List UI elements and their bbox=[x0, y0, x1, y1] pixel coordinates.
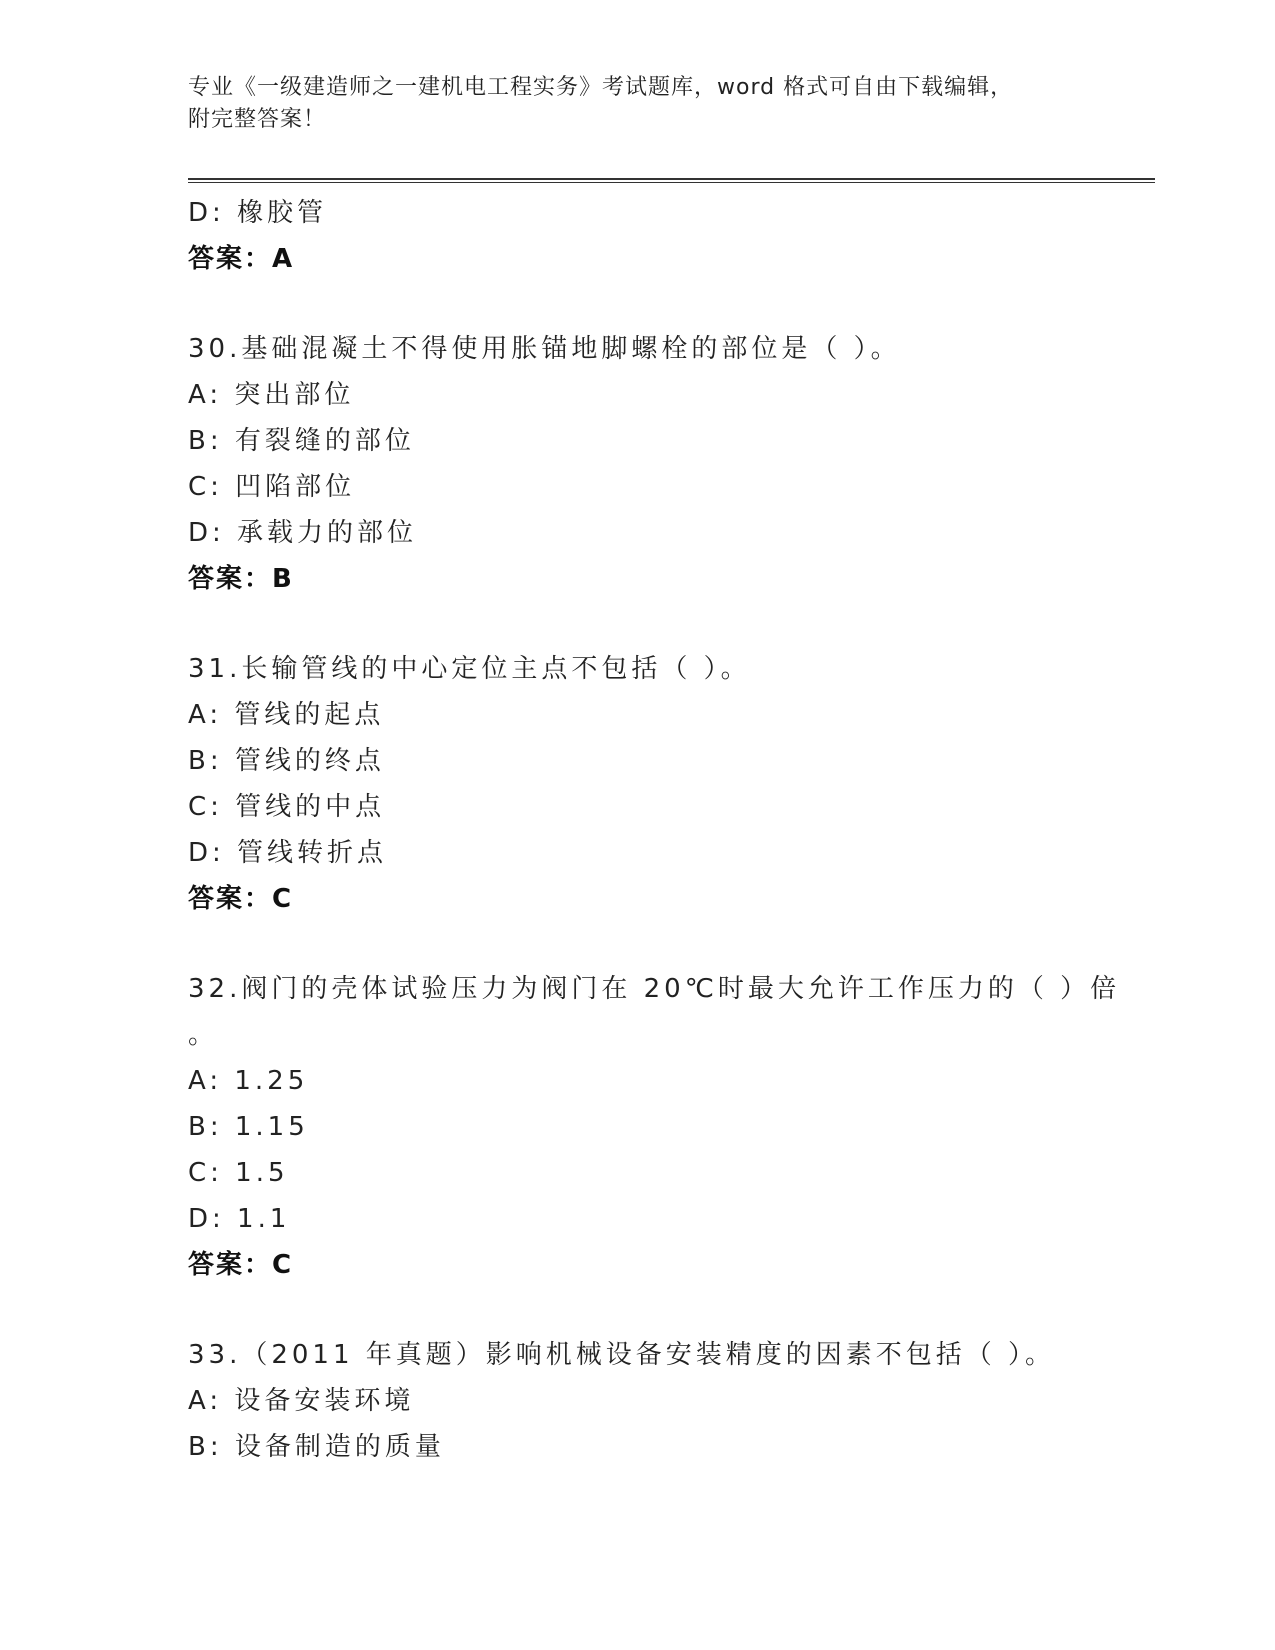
option-b: B: 设备制造的质量 bbox=[188, 1432, 445, 1462]
question-30 bbox=[188, 326, 1088, 602]
option-d: D: 1.1 bbox=[188, 1204, 291, 1234]
option-b: B: 有裂缝的部位 bbox=[188, 426, 415, 456]
prev-option-d: D: 橡胶管 bbox=[188, 198, 328, 228]
option-c: C: 凹陷部位 bbox=[188, 472, 356, 502]
prev-answer: 答案：A bbox=[188, 244, 295, 274]
option-b: B: 管线的终点 bbox=[188, 746, 385, 776]
document-header bbox=[188, 72, 1088, 136]
answer: 答案：B bbox=[188, 564, 294, 594]
spacer bbox=[188, 602, 1088, 646]
question-stem: 33.（2011 年真题）影响机械设备安装精度的因素不包括（ ）。 bbox=[188, 1340, 1056, 1370]
header-line-2: 附完整答案！ bbox=[188, 107, 327, 132]
question-31 bbox=[188, 646, 1088, 922]
option-d: D: 管线转折点 bbox=[188, 838, 388, 868]
spacer bbox=[188, 922, 1088, 966]
answer: 答案：C bbox=[188, 884, 294, 914]
header-rule-thin bbox=[188, 182, 1155, 183]
answer: 答案：C bbox=[188, 1250, 294, 1280]
question-33 bbox=[188, 1332, 1088, 1470]
question-stem: 30.基础混凝土不得使用胀锚地脚螺栓的部位是（ ）。 bbox=[188, 334, 901, 364]
question-stem: 31.长输管线的中心定位主点不包括（ ）。 bbox=[188, 654, 751, 684]
spacer bbox=[188, 1288, 1088, 1332]
option-c: C: 管线的中点 bbox=[188, 792, 386, 822]
header-line-1: 专业《一级建造师之一建机电工程实务》考试题库，word 格式可自由下载编辑， bbox=[188, 75, 1014, 100]
option-a: A: 突出部位 bbox=[188, 380, 355, 410]
option-c: C: 1.5 bbox=[188, 1158, 289, 1188]
spacer bbox=[188, 282, 1088, 326]
option-b: B: 1.15 bbox=[188, 1112, 309, 1142]
question-32 bbox=[188, 966, 1121, 1288]
header-rule-thick bbox=[188, 178, 1155, 180]
option-d: D: 承载力的部位 bbox=[188, 518, 418, 548]
question-content bbox=[188, 190, 1121, 1470]
option-a: A: 1.25 bbox=[188, 1066, 309, 1096]
option-a: A: 管线的起点 bbox=[188, 700, 385, 730]
question-stem: 32.阀门的壳体试验压力为阀门在 20℃时最大允许工作压力的（ ）倍 bbox=[188, 974, 1121, 1004]
option-a: A: 设备安装环境 bbox=[188, 1386, 415, 1416]
question-stem-continuation: 。 bbox=[188, 1020, 219, 1050]
